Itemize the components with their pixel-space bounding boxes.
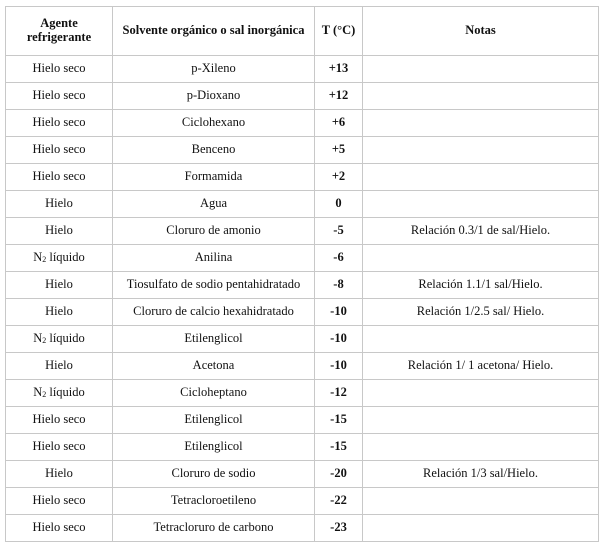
cell-notes — [363, 407, 599, 434]
cell-temp: +13 — [315, 56, 363, 83]
table-row — [6, 326, 599, 353]
cell-temp: +2 — [315, 164, 363, 191]
cell-agent: Hielo seco — [6, 515, 113, 542]
table-row — [6, 245, 599, 272]
cell-solvent: Etilenglicol — [113, 326, 315, 353]
table-row — [6, 461, 599, 488]
cell-solvent: Cloruro de sodio — [113, 461, 315, 488]
table-row — [6, 380, 599, 407]
table-row — [6, 488, 599, 515]
cell-solvent: Formamida — [113, 164, 315, 191]
cell-temp: -15 — [315, 434, 363, 461]
table-row — [6, 191, 599, 218]
cell-notes: Relación 1/3 sal/Hielo. — [363, 461, 599, 488]
cell-solvent: Cloruro de calcio hexahidratado — [113, 299, 315, 326]
cell-agent: Hielo seco — [6, 83, 113, 110]
cell-agent — [6, 245, 113, 272]
cell-notes: Relación 1.1/1 sal/Hielo. — [363, 272, 599, 299]
agent-subscript: 2 — [42, 390, 47, 400]
table-row — [6, 164, 599, 191]
cell-temp: -10 — [315, 326, 363, 353]
cell-agent: Hielo — [6, 461, 113, 488]
header-temp: T (°C) — [315, 7, 363, 56]
cell-solvent: p-Dioxano — [113, 83, 315, 110]
cell-temp: -8 — [315, 272, 363, 299]
cell-agent: Hielo seco — [6, 488, 113, 515]
cell-temp: -20 — [315, 461, 363, 488]
cell-temp: 0 — [315, 191, 363, 218]
cell-temp: -23 — [315, 515, 363, 542]
table-row — [6, 407, 599, 434]
cell-temp: -15 — [315, 407, 363, 434]
cell-solvent: Tetracloroetileno — [113, 488, 315, 515]
cell-notes — [363, 434, 599, 461]
cell-temp: +6 — [315, 110, 363, 137]
table-row — [6, 56, 599, 83]
cooling-table-container — [5, 6, 599, 542]
cell-agent: Hielo — [6, 272, 113, 299]
cell-notes — [363, 245, 599, 272]
cell-agent: Hielo — [6, 299, 113, 326]
cell-notes — [363, 83, 599, 110]
cell-solvent: Benceno — [113, 137, 315, 164]
cell-agent: Hielo seco — [6, 164, 113, 191]
cell-temp: -12 — [315, 380, 363, 407]
cell-agent: Hielo seco — [6, 56, 113, 83]
agent-rest: líquido — [46, 331, 85, 346]
table-row — [6, 434, 599, 461]
table-row — [6, 353, 599, 380]
cell-notes — [363, 137, 599, 164]
cell-solvent: Etilenglicol — [113, 434, 315, 461]
cell-notes — [363, 191, 599, 218]
cell-notes: Relación 0.3/1 de sal/Hielo. — [363, 218, 599, 245]
cell-agent — [6, 380, 113, 407]
cell-notes — [363, 56, 599, 83]
cell-agent: Hielo — [6, 218, 113, 245]
cell-notes — [363, 326, 599, 353]
cell-agent — [6, 326, 113, 353]
cell-agent: Hielo seco — [6, 110, 113, 137]
cell-solvent: Tetracloruro de carbono — [113, 515, 315, 542]
header-solvent: Solvente orgánico o sal inorgánica — [113, 7, 315, 56]
cell-temp: -10 — [315, 299, 363, 326]
agent-symbol: N — [33, 250, 43, 265]
cell-agent: Hielo seco — [6, 137, 113, 164]
cell-temp: +5 — [315, 137, 363, 164]
cell-solvent: p-Xileno — [113, 56, 315, 83]
header-agent: Agente refrigerante — [6, 7, 113, 56]
header-notes: Notas — [363, 7, 599, 56]
agent-rest: líquido — [46, 385, 85, 400]
cell-temp: -22 — [315, 488, 363, 515]
agent-symbol: N — [33, 331, 43, 346]
cell-agent: Hielo — [6, 191, 113, 218]
table-row — [6, 110, 599, 137]
cell-temp: -6 — [315, 245, 363, 272]
table-row — [6, 83, 599, 110]
cooling-mixtures-table — [5, 6, 599, 542]
cell-solvent: Agua — [113, 191, 315, 218]
cell-solvent: Anilina — [113, 245, 315, 272]
agent-subscript: 2 — [42, 336, 47, 346]
cell-solvent: Tiosulfato de sodio pentahidratado — [113, 272, 315, 299]
table-row — [6, 137, 599, 164]
cell-solvent: Cloruro de amonio — [113, 218, 315, 245]
cell-notes — [363, 380, 599, 407]
agent-rest: líquido — [46, 250, 85, 265]
cell-temp: -10 — [315, 353, 363, 380]
agent-symbol: N — [33, 385, 43, 400]
cell-agent: Hielo seco — [6, 407, 113, 434]
cell-notes — [363, 515, 599, 542]
cell-agent: Hielo — [6, 353, 113, 380]
cell-notes: Relación 1/ 1 acetona/ Hielo. — [363, 353, 599, 380]
table-row — [6, 272, 599, 299]
cell-solvent: Cicloheptano — [113, 380, 315, 407]
table-row — [6, 218, 599, 245]
cell-solvent: Ciclohexano — [113, 110, 315, 137]
table-header-row — [6, 7, 599, 56]
cell-notes — [363, 488, 599, 515]
table-row — [6, 515, 599, 542]
agent-subscript: 2 — [42, 255, 47, 265]
cell-agent: Hielo seco — [6, 434, 113, 461]
cell-notes — [363, 164, 599, 191]
cell-temp: -5 — [315, 218, 363, 245]
cell-temp: +12 — [315, 83, 363, 110]
cell-notes — [363, 110, 599, 137]
table-row — [6, 299, 599, 326]
cell-solvent: Etilenglicol — [113, 407, 315, 434]
cell-solvent: Acetona — [113, 353, 315, 380]
cell-notes: Relación 1/2.5 sal/ Hielo. — [363, 299, 599, 326]
